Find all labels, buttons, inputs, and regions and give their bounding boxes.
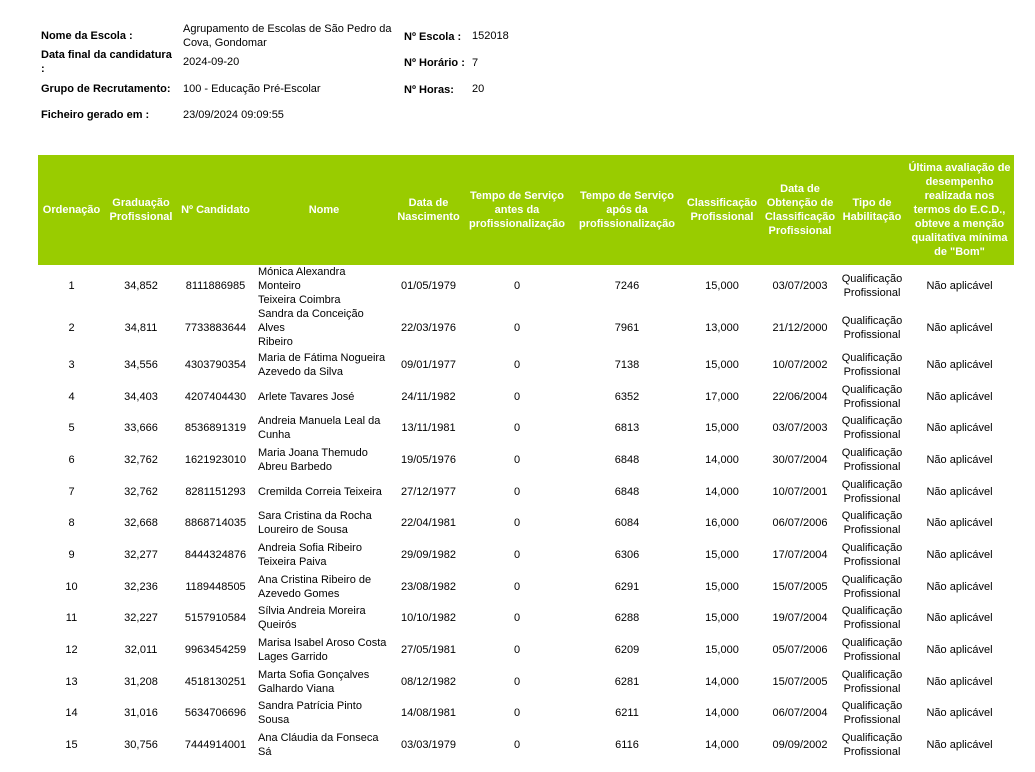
cell-birth-date: 27/12/1977 [400, 485, 457, 498]
cell-classification-date: 17/07/2004 [772, 548, 828, 561]
cell-name [254, 307, 394, 349]
cell-graduation: 32,011 [124, 644, 158, 657]
cell-service-after: 6306 [614, 548, 640, 561]
cell-classification: 17,000 [705, 390, 739, 403]
cell-candidate-number: 4207404430 [184, 390, 247, 403]
cell-candidate-number: 8111886985 [185, 280, 246, 292]
cell-name [254, 265, 394, 307]
habilitation-line: Qualificação [841, 478, 903, 491]
cell-classification: 15,000 [705, 280, 739, 292]
habilitation-line: Qualificação [841, 446, 903, 459]
name-line: Marta Sofia Gonçalves [258, 668, 370, 681]
name-line: Ana Cláudia da Fonseca [258, 732, 379, 745]
cell-habilitation [839, 349, 905, 381]
cell-classification-date: 30/07/2004 [772, 453, 828, 466]
cell-evaluation: Não aplicável [926, 322, 993, 334]
habilitation-line: Qualificação [841, 573, 903, 586]
cell-name [254, 381, 394, 413]
habilitation-line: Qualificação [841, 637, 903, 650]
name-line: Mónica Alexandra Monteiro [258, 266, 346, 292]
header-evaluation: Última avaliação de desempenho realizada nos termos do E.C.D., obteve a menção qualitativa mínima de "Bom" [905, 155, 1014, 265]
cell-classification: 14,000 [705, 739, 739, 752]
cell-evaluation: Não aplicável [926, 675, 993, 688]
cell-habilitation [839, 307, 905, 349]
cell-service-after: 6813 [614, 422, 640, 435]
cell-graduation: 32,277 [124, 548, 158, 561]
table-row [38, 444, 1014, 476]
cell-candidate-number: 7733883644 [184, 322, 247, 334]
cell-name [254, 571, 394, 603]
cell-habilitation [839, 412, 905, 444]
name-line: Maria de Fátima Nogueira [258, 351, 386, 364]
cell-graduation: 32,668 [124, 517, 158, 530]
cell-ordering: 9 [68, 548, 75, 561]
cell-evaluation: Não aplicável [926, 644, 993, 657]
cell-service-after: 6084 [614, 517, 640, 530]
cell-name [254, 476, 394, 508]
recruitment-group-value: 100 - Educação Pré-Escolar [183, 83, 321, 95]
cell-service-after: 6291 [614, 580, 640, 593]
habilitation-line: Qualificação [841, 383, 903, 396]
table-row [38, 265, 1014, 307]
cell-service-before: 0 [513, 644, 521, 657]
cell-evaluation: Não aplicável [926, 358, 993, 371]
name-line: Sandra da Conceição Alves [258, 308, 364, 334]
cell-ordering: 12 [65, 644, 78, 657]
cell-ordering: 13 [65, 675, 78, 688]
name-line: Arlete Tavares José [258, 390, 355, 403]
cell-classification: 14,000 [705, 453, 739, 466]
school-name-label: Nome da Escola : [41, 30, 133, 42]
cell-habilitation [839, 571, 905, 603]
cell-classification-date: 03/07/2003 [772, 422, 828, 435]
cell-habilitation [839, 539, 905, 571]
cell-service-after: 6209 [614, 644, 640, 657]
habilitation-line: Qualificação [841, 541, 903, 554]
cell-evaluation: Não aplicável [926, 707, 993, 720]
cell-classification-date: 10/07/2001 [772, 485, 828, 498]
name-line: Sá [258, 746, 272, 759]
name-line: Sílvia Andreia Moreira [258, 605, 366, 618]
cell-graduation: 32,762 [124, 485, 158, 498]
name-line: Andreia Sofia Ribeiro [258, 541, 362, 554]
cell-habilitation [839, 476, 905, 508]
header-ordering: Ordenação [38, 155, 105, 265]
cell-graduation: 32,236 [124, 580, 158, 593]
cell-classification-date: 09/09/2002 [772, 739, 828, 752]
cell-habilitation [839, 729, 905, 761]
cell-name [254, 634, 394, 666]
schedule-number-label: Nº Horário : [404, 57, 465, 69]
cell-evaluation: Não aplicável [926, 580, 993, 593]
habilitation-line: Qualificação [841, 351, 903, 364]
table-row [38, 381, 1014, 413]
cell-birth-date: 01/05/1979 [400, 280, 457, 292]
cell-name [254, 539, 394, 571]
school-number-value: 152018 [472, 30, 509, 42]
habilitation-line: Profissional [843, 365, 901, 378]
cell-name [254, 666, 394, 698]
cell-classification-date: 15/07/2005 [772, 675, 828, 688]
cell-ordering: 7 [68, 485, 75, 498]
cell-candidate-number: 5634706696 [184, 707, 247, 720]
cell-graduation: 32,227 [124, 612, 158, 625]
cell-classification: 13,000 [705, 322, 739, 334]
habilitation-line: Qualificação [841, 605, 903, 618]
name-line: Maria Joana Themudo [258, 446, 368, 459]
header-classification: Classificação Profissional [683, 155, 761, 265]
cell-classification-date: 06/07/2004 [772, 707, 828, 720]
cell-name [254, 349, 394, 381]
cell-ordering: 8 [68, 517, 75, 530]
cell-name [254, 412, 394, 444]
cell-habilitation [839, 603, 905, 635]
habilitation-line: Profissional [843, 682, 901, 695]
cell-service-before: 0 [513, 707, 521, 720]
table-row [38, 666, 1014, 698]
cell-candidate-number: 8536891319 [184, 422, 247, 435]
deadline-label: Data final da candidatura : [41, 49, 172, 75]
cell-service-before: 0 [513, 453, 521, 466]
cell-birth-date: 27/05/1981 [400, 644, 457, 657]
cell-classification: 14,000 [705, 675, 739, 688]
cell-classification: 15,000 [705, 358, 739, 371]
cell-candidate-number: 7444914001 [184, 739, 247, 752]
cell-service-before: 0 [513, 280, 521, 292]
cell-evaluation: Não aplicável [926, 517, 993, 530]
cell-graduation: 34,403 [124, 390, 158, 403]
name-line: Sousa [258, 714, 290, 727]
cell-ordering: 1 [68, 280, 75, 292]
hours-label: Nº Horas: [404, 84, 454, 96]
cell-classification-date: 15/07/2005 [772, 580, 828, 593]
habilitation-line: Qualificação [841, 415, 903, 428]
cell-birth-date: 22/03/1976 [400, 322, 457, 334]
table-row [38, 412, 1014, 444]
habilitation-line: Profissional [843, 492, 901, 505]
cell-classification: 16,000 [705, 517, 739, 530]
cell-classification-date: 21/12/2000 [772, 322, 828, 334]
name-line: Cunha [258, 429, 291, 442]
name-line: Loureiro de Sousa [258, 524, 348, 537]
cell-service-after: 7961 [614, 322, 640, 334]
habilitation-line: Qualificação [841, 668, 903, 681]
habilitation-line: Qualificação [841, 315, 903, 327]
cell-habilitation [839, 507, 905, 539]
hours-value: 20 [472, 83, 485, 95]
schedule-number-value: 7 [472, 57, 479, 69]
table-row [38, 539, 1014, 571]
habilitation-line: Qualificação [841, 732, 903, 745]
cell-ordering: 11 [65, 612, 78, 625]
cell-habilitation [839, 634, 905, 666]
header-candidate-number: Nº Candidato [177, 155, 254, 265]
cell-name [254, 507, 394, 539]
header-name: Nome [254, 155, 394, 265]
cell-habilitation [839, 265, 905, 307]
cell-candidate-number: 8281151293 [185, 485, 246, 498]
name-line: Azevedo Gomes [258, 587, 340, 600]
cell-graduation: 34,556 [124, 358, 158, 371]
name-line: Sara Cristina da Rocha [258, 510, 372, 523]
cell-service-after: 7246 [614, 280, 640, 292]
cell-evaluation: Não aplicável [926, 548, 993, 561]
candidates-table [38, 155, 1014, 761]
cell-habilitation [839, 444, 905, 476]
table-row [38, 349, 1014, 381]
name-line: Cremilda Correia Teixeira [258, 485, 382, 498]
name-line: Teixeira Coimbra [258, 294, 341, 306]
cell-graduation: 31,016 [124, 707, 158, 720]
cell-graduation: 32,762 [124, 453, 158, 466]
school-name-value: Agrupamento de Escolas de São Pedro da Cova, Gondomar [183, 23, 392, 49]
cell-classification-date: 22/06/2004 [772, 390, 828, 403]
name-line: Andreia Manuela Leal da [258, 415, 381, 428]
cell-birth-date: 09/01/1977 [400, 358, 457, 371]
cell-graduation: 34,852 [124, 280, 158, 292]
cell-ordering: 2 [68, 322, 75, 334]
cell-service-before: 0 [513, 675, 521, 688]
cell-candidate-number: 1189448505 [185, 580, 246, 593]
table-row [38, 729, 1014, 761]
cell-classification: 15,000 [705, 422, 739, 435]
cell-evaluation: Não aplicável [926, 485, 993, 498]
cell-birth-date: 23/08/1982 [400, 580, 457, 593]
table-row [38, 698, 1014, 730]
name-line: Azevedo da Silva [258, 365, 343, 378]
cell-service-before: 0 [513, 612, 521, 625]
habilitation-line: Qualificação [841, 510, 903, 523]
header-service-after: Tempo de Serviço após da profissionalização [571, 155, 683, 265]
cell-service-after: 7138 [614, 358, 640, 371]
habilitation-line: Profissional [843, 460, 901, 473]
cell-birth-date: 10/10/1982 [400, 612, 457, 625]
cell-service-before: 0 [513, 358, 521, 371]
cell-service-after: 6352 [614, 390, 640, 403]
habilitation-line: Profissional [843, 746, 901, 759]
cell-birth-date: 03/03/1979 [400, 739, 457, 752]
cell-evaluation: Não aplicável [926, 390, 993, 403]
cell-candidate-number: 4518130251 [184, 675, 247, 688]
cell-ordering: 5 [68, 422, 75, 435]
cell-graduation: 30,756 [124, 739, 158, 752]
cell-classification: 14,000 [705, 485, 739, 498]
cell-candidate-number: 8444324876 [184, 548, 247, 561]
cell-service-before: 0 [513, 322, 521, 334]
cell-name [254, 698, 394, 730]
table-row [38, 476, 1014, 508]
cell-classification-date: 19/07/2004 [772, 612, 828, 625]
name-line: Queirós [258, 619, 297, 632]
cell-service-after: 6848 [614, 453, 640, 466]
habilitation-line: Qualificação [841, 273, 903, 285]
cell-evaluation: Não aplicável [926, 612, 993, 625]
cell-classification: 14,000 [705, 707, 739, 720]
name-line: Galhardo Viana [258, 682, 335, 695]
cell-birth-date: 24/11/1982 [401, 390, 456, 403]
cell-name [254, 603, 394, 635]
habilitation-line: Profissional [843, 619, 901, 632]
generated-label: Ficheiro gerado em : [41, 109, 150, 121]
cell-classification: 15,000 [705, 612, 739, 625]
name-line: Sandra Patrícia Pinto [258, 700, 362, 713]
habilitation-line: Profissional [843, 329, 901, 341]
cell-classification-date: 10/07/2002 [772, 358, 828, 371]
cell-ordering: 14 [65, 707, 78, 720]
cell-habilitation [839, 381, 905, 413]
cell-evaluation: Não aplicável [926, 739, 993, 752]
cell-service-before: 0 [513, 548, 521, 561]
habilitation-line: Qualificação [841, 700, 903, 713]
table-row [38, 307, 1014, 349]
cell-service-after: 6116 [615, 739, 639, 752]
cell-birth-date: 22/04/1981 [400, 517, 457, 530]
habilitation-line: Profissional [843, 555, 901, 568]
cell-candidate-number: 8868714035 [184, 517, 247, 530]
cell-classification-date: 06/07/2006 [772, 517, 828, 530]
cell-habilitation [839, 666, 905, 698]
cell-service-after: 6281 [614, 675, 640, 688]
cell-candidate-number: 1621923010 [184, 453, 247, 466]
cell-birth-date: 08/12/1982 [400, 675, 457, 688]
table-row [38, 603, 1014, 635]
cell-evaluation: Não aplicável [926, 280, 993, 292]
cell-service-after: 6288 [614, 612, 640, 625]
cell-service-before: 0 [513, 517, 521, 530]
name-line: Abreu Barbedo [258, 460, 332, 473]
name-line: Ribeiro [258, 336, 293, 348]
header-classification-date: Data de Obtenção de Classificação Profissional [761, 155, 839, 265]
name-line: Lages Garrido [258, 651, 328, 664]
table-row [38, 507, 1014, 539]
habilitation-line: Profissional [843, 429, 901, 442]
cell-service-before: 0 [513, 580, 521, 593]
deadline-value: 2024-09-20 [183, 56, 240, 68]
cell-service-after: 6848 [614, 485, 640, 498]
cell-ordering: 3 [68, 358, 75, 371]
table-row [38, 571, 1014, 603]
cell-evaluation: Não aplicável [926, 422, 993, 435]
cell-service-before: 0 [513, 739, 521, 752]
cell-candidate-number: 4303790354 [184, 358, 247, 371]
header-birth-date: Data de Nascimento [394, 155, 463, 265]
generated-value: 23/09/2024 09:09:55 [183, 109, 284, 121]
recruitment-group-label: Grupo de Recrutamento: [41, 83, 171, 95]
cell-classification: 15,000 [705, 644, 739, 657]
header-habilitation: Tipo de Habilitação [839, 155, 905, 265]
table-header-row [38, 155, 1014, 265]
cell-habilitation [839, 698, 905, 730]
cell-ordering: 10 [65, 580, 78, 593]
cell-candidate-number: 5157910584 [184, 612, 247, 625]
cell-classification: 15,000 [705, 548, 739, 561]
cell-ordering: 6 [68, 453, 75, 466]
header-service-before: Tempo de Serviço antes da profissionalização [463, 155, 571, 265]
habilitation-line: Profissional [843, 287, 901, 299]
name-line: Ana Cristina Ribeiro de [258, 573, 372, 586]
name-line: Marisa Isabel Aroso Costa [258, 637, 387, 650]
habilitation-line: Profissional [843, 524, 901, 537]
cell-ordering: 15 [65, 739, 78, 752]
cell-birth-date: 13/11/1981 [401, 422, 456, 435]
cell-service-before: 0 [513, 390, 521, 403]
name-line: Teixeira Paiva [258, 555, 327, 568]
cell-graduation: 31,208 [124, 675, 158, 688]
habilitation-line: Profissional [843, 397, 901, 410]
cell-classification-date: 05/07/2006 [772, 644, 828, 657]
cell-birth-date: 14/08/1981 [400, 707, 457, 720]
cell-birth-date: 19/05/1976 [400, 453, 457, 466]
cell-graduation: 34,811 [124, 322, 158, 334]
school-number-label: Nº Escola : [404, 31, 462, 43]
habilitation-line: Profissional [843, 587, 901, 600]
cell-service-before: 0 [513, 485, 521, 498]
table-row [38, 634, 1014, 666]
cell-ordering: 4 [68, 390, 75, 403]
cell-graduation: 33,666 [124, 422, 158, 435]
cell-service-after: 6211 [615, 707, 639, 720]
cell-classification: 15,000 [705, 580, 739, 593]
cell-name [254, 444, 394, 476]
cell-birth-date: 29/09/1982 [400, 548, 457, 561]
cell-service-before: 0 [513, 422, 521, 435]
cell-evaluation: Não aplicável [926, 453, 993, 466]
cell-candidate-number: 9963454259 [184, 644, 247, 657]
header-graduation: Graduação Profissional [105, 155, 177, 265]
habilitation-line: Profissional [843, 714, 901, 727]
habilitation-line: Profissional [843, 651, 901, 664]
cell-classification-date: 03/07/2003 [772, 280, 828, 292]
cell-name [254, 729, 394, 761]
